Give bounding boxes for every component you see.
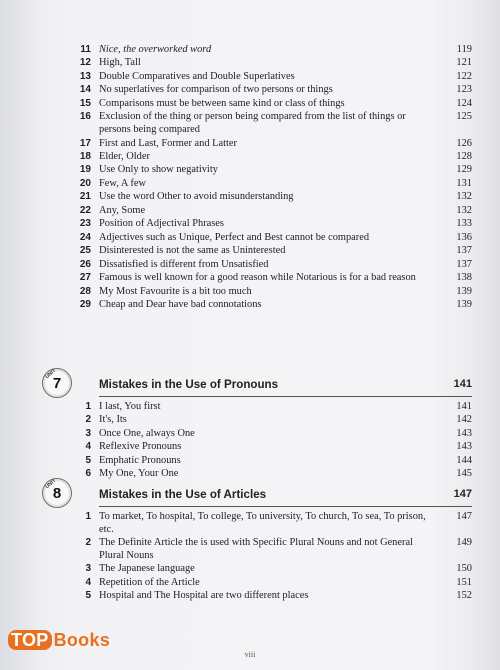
entry-number: 1 [85, 511, 91, 522]
entry-page: 141 [456, 401, 472, 412]
entry-number: 15 [79, 97, 91, 109]
entry-page: 152 [456, 590, 472, 602]
entry-title: My Most Favourite is a bit too much [99, 285, 252, 297]
entry-page: 150 [456, 563, 472, 575]
entry-title: Comparisons must be between same kind or class of things [99, 97, 345, 109]
entry-page: 136 [456, 231, 472, 243]
entry-title: It's, Its [99, 414, 127, 426]
toc-row [72, 441, 472, 454]
toc-row [72, 98, 472, 111]
entry-title: Double Comparatives and Double Superlatives [99, 70, 295, 82]
entry-number: 17 [79, 137, 91, 149]
entry-page: 137 [456, 245, 472, 257]
entry-number: 23 [79, 218, 91, 230]
entry-page: 129 [456, 164, 472, 176]
entry-number: 27 [79, 272, 91, 284]
toc-row [72, 590, 472, 603]
watermark-top: TOP [8, 630, 52, 650]
toc-row [72, 401, 472, 414]
unit-badge-number: 7 [52, 375, 62, 392]
unit-page: 147 [453, 488, 472, 500]
entry-title: Famous is well known for a good reason while Notarious is for a bad reason [99, 272, 416, 284]
entry-number: 1 [85, 401, 91, 412]
toc-unit-8 [44, 477, 472, 604]
entry-title: Once One, always One [99, 427, 195, 439]
unit-badge-label: UNIT [44, 477, 58, 491]
entry-page: 142 [456, 414, 472, 426]
unit-title: Mistakes in the Use of Articles [99, 487, 267, 501]
entry-page: 145 [456, 468, 472, 480]
toc-unit-7 [44, 367, 472, 482]
entry-number: 14 [79, 84, 91, 96]
entry-page: 132 [456, 191, 472, 203]
entry-page: 131 [456, 177, 472, 189]
entry-title: Few, A few [99, 177, 146, 189]
entry-number: 16 [79, 111, 91, 123]
entry-page: 147 [456, 511, 472, 522]
entry-number: 6 [85, 468, 91, 480]
toc-section-adjectives [72, 44, 472, 313]
toc-row [72, 414, 472, 427]
entry-title: The Definite Article the is used with Specific Plural Nouns and not General Plural Nouns [99, 537, 413, 561]
entry-page: 149 [456, 537, 472, 549]
entry-page: 119 [456, 44, 472, 55]
entry-page: 125 [456, 111, 472, 123]
entry-number: 3 [85, 427, 91, 439]
entry-title: Any, Some [99, 204, 146, 216]
toc-row [72, 299, 472, 312]
entry-title: Exclusion of the thing or person being compared from the list of things or persons being compared [99, 111, 406, 136]
unit-badge-number: 8 [52, 485, 62, 502]
entry-page: 138 [456, 272, 472, 284]
toc-row [72, 164, 472, 177]
entry-number: 21 [79, 191, 91, 203]
entry-number: 28 [79, 285, 91, 297]
entry-page: 144 [456, 454, 472, 466]
toc-row [72, 455, 472, 468]
entry-title: Cheap and Dear have bad connotations [99, 299, 262, 311]
toc-row [72, 84, 472, 97]
unit-divider [99, 396, 472, 397]
toc-row [72, 205, 472, 218]
entry-page: 126 [456, 137, 472, 149]
entry-title-text: Nice, the overworked word [99, 44, 212, 55]
entry-title: Elder, Older [99, 150, 150, 162]
unit-page: 141 [453, 378, 472, 390]
entry-title: Use Only to show negativity [99, 164, 218, 176]
entry-title: Adjectives such as Unique, Perfect and Best cannot be compared [99, 231, 370, 243]
unit-badge [42, 368, 72, 398]
entry-number: 4 [85, 576, 91, 588]
entry-page: 128 [456, 150, 472, 162]
entry-title: No superlatives for comparison of two persons or things [99, 84, 333, 96]
entry-title: Repetition of the Article [99, 576, 200, 588]
entry-page: 133 [456, 218, 472, 230]
entry-page: 122 [456, 70, 472, 82]
entry-number: 29 [79, 299, 91, 311]
entry-number: 22 [79, 204, 91, 216]
unit-title: Mistakes in the Use of Pronouns [99, 377, 279, 391]
entry-title: To market, To hospital, To college, To university, To church, To sea, To prison, etc. [99, 511, 426, 535]
toc-row [72, 44, 472, 57]
toc-row [72, 151, 472, 164]
entry-title: The Japanese language [99, 563, 195, 575]
entry-number: 2 [85, 537, 91, 549]
toc-row [72, 218, 472, 231]
toc-row [72, 191, 472, 204]
toc-row [72, 428, 472, 441]
entry-page: 143 [456, 441, 472, 453]
toc-row [72, 577, 472, 590]
toc-row [72, 468, 472, 481]
entry-title: Disinterested is not the same as Uninterested [99, 245, 286, 257]
entry-number: 18 [79, 150, 91, 162]
unit-heading [44, 367, 472, 395]
entry-page: 124 [456, 97, 472, 109]
entry-number: 11 [80, 44, 91, 55]
entry-number: 3 [85, 563, 91, 575]
entry-title [99, 44, 442, 57]
toc-row [72, 259, 472, 272]
entry-title: Dissatisfied is different from Unsatisfied [99, 258, 269, 270]
entry-number: 20 [79, 177, 91, 189]
unit-heading [44, 477, 472, 505]
entry-title: Emphatic Pronouns [99, 454, 181, 466]
entry-number: 4 [85, 441, 91, 453]
entry-number: 5 [85, 590, 91, 602]
entry-page: 139 [456, 299, 472, 311]
unit-divider [99, 506, 472, 507]
toc-row [72, 563, 472, 576]
toc-row [72, 537, 472, 562]
entry-title: First and Last, Former and Latter [99, 137, 237, 149]
entry-title: I last, You first [99, 401, 161, 412]
entry-number: 24 [79, 231, 91, 243]
toc-row [72, 232, 472, 245]
toc-row [72, 286, 472, 299]
entry-title: Position of Adjectival Phrases [99, 218, 224, 230]
entry-page: 137 [456, 258, 472, 270]
toc-row [72, 71, 472, 84]
watermark-logo [8, 630, 110, 651]
toc-row [72, 511, 472, 536]
entry-number: 2 [85, 414, 91, 426]
entry-page: 121 [456, 57, 472, 69]
toc-row [72, 245, 472, 258]
entry-number: 12 [79, 57, 91, 69]
entry-page: 151 [456, 576, 472, 588]
entry-number: 5 [85, 454, 91, 466]
toc-row [72, 272, 472, 285]
entry-number: 26 [79, 258, 91, 270]
entry-page: 132 [456, 204, 472, 216]
entry-title: Hospital and The Hospital are two different places [99, 590, 309, 602]
toc-row [72, 111, 472, 136]
toc-row [72, 57, 472, 70]
entry-page: 143 [456, 427, 472, 439]
entry-page: 123 [456, 84, 472, 96]
entry-number: 25 [79, 245, 91, 257]
entry-number: 19 [79, 164, 91, 176]
page-number: viii [244, 650, 256, 659]
entry-title: My One, Your One [99, 468, 179, 480]
toc-row [72, 138, 472, 151]
unit-badge-label: UNIT [44, 367, 58, 381]
toc-row [72, 178, 472, 191]
entry-title: Reflexive Pronouns [99, 441, 182, 453]
watermark-rest: Books [53, 630, 111, 650]
entry-title: High, Tall [99, 57, 141, 69]
entry-number: 13 [79, 70, 91, 82]
entry-title: Use the word Other to avoid misunderstanding [99, 191, 294, 203]
unit-badge [42, 478, 72, 508]
entry-page: 139 [456, 285, 472, 297]
